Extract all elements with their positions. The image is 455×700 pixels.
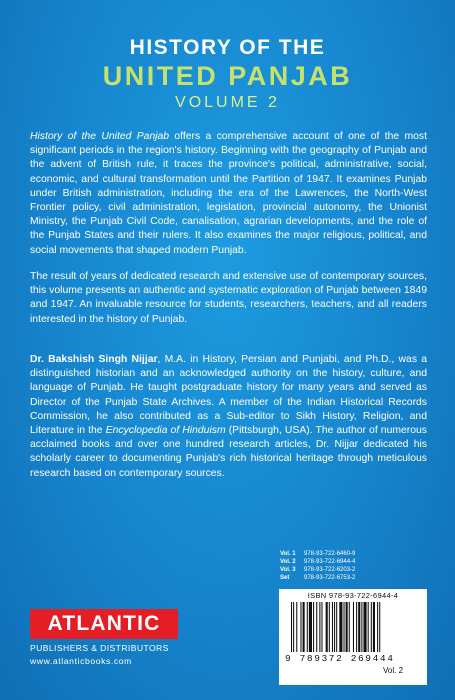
barcode-bar (313, 602, 314, 652)
title-line-1: HISTORY OF THE (129, 36, 326, 59)
isbn-list (280, 550, 430, 582)
isbn-row (280, 574, 430, 582)
author-bio (30, 353, 427, 481)
publisher-logo: ATLANTIC (30, 609, 178, 639)
volume-label: VOLUME 2 (175, 94, 280, 111)
barcode-bar (336, 602, 337, 652)
author-bio-text-2: (Pittsburgh, USA). The author of numerous acclaimed books and over one hundred research articles, Dr. Nijjar dedicated his scholarly career to documenting Punjab's rich historical heritage through meticulous research based on contemporary sources. (30, 425, 427, 479)
isbn-volume: Vol. 3 (280, 567, 296, 573)
barcode-bar (326, 602, 328, 652)
barcode-icon (291, 602, 415, 654)
barcode-bar (379, 602, 380, 652)
barcode-bar (319, 602, 320, 652)
blurb-text-2: The result of years of dedicated research and extensive use of contemporary sources, this volume presents an authentic and systematic exploration of Punjab between 1849 and 1947. An invaluable resource for students, researchers, teachers, and all readers interested in the history of Punjab. (30, 271, 427, 325)
isbn-row (280, 566, 430, 574)
blurb-paragraph-1 (30, 130, 427, 258)
barcode-bar (349, 602, 350, 652)
barcode-bar (353, 602, 354, 652)
barcode-bar (371, 602, 372, 652)
isbn-volume: Vol. 1 (280, 551, 296, 557)
barcode-bar (356, 602, 357, 652)
isbn-volume: Set (280, 575, 290, 581)
isbn-number: 978-93-722-6944-4 (304, 559, 356, 565)
barcode-bar (296, 602, 297, 652)
isbn-row (280, 550, 430, 558)
barcode-bar (334, 602, 335, 652)
barcode-bar (316, 602, 317, 652)
barcode-card (279, 589, 427, 685)
barcode-digits: 9 789372 269444 (285, 653, 395, 664)
author-bio-text-1: , M.A. in History, Persian and Punjabi, and Ph.D., was a distinguished historian and an acknowledged authority on the history, culture, and language of Punjab. He taught postgraduate history for many years and served as Director of the Punjab State Archives. A member of the Indian Historical Records Commission, he also contributed as a Sub-editor to Sikh History, Religion, and Literature in the (30, 354, 427, 437)
barcode-bar (361, 602, 362, 652)
barcode-bar (300, 602, 301, 652)
barcode-isbn-label: ISBN 978-93-722-6944-4 (307, 591, 399, 600)
publisher-tagline: PUBLISHERS & DISTRIBUTORS (30, 643, 169, 653)
title-line-2: UNITED PANJAB (102, 61, 353, 91)
blurb-text-1: offers a comprehensive account of one of the most significant periods in the region's history. Beginning with the geography of Punjab and the advent of British rule, it traces the province's political, administrative, social, economic, and cultural transformation until the Partition of 1947. It examines Punjab under British administration, including the era of the Lawrences, the North-West Frontier policy, civil administration, legislation, provincial autonomy, the Unionist Ministry, the Punjab Civil Code, canalisation, agrarian developments, and the role of the Punjab States and their rulers. It also examines the major religious, political, and social movements that shaped modern Punjab. (30, 131, 427, 256)
encyclopedia-title: Encyclopedia of Hinduism (105, 425, 226, 437)
barcode-bar (346, 602, 348, 652)
isbn-row (280, 558, 430, 566)
barcode-bar (363, 602, 366, 652)
barcode-bar (309, 602, 312, 652)
barcode-bar (303, 602, 305, 652)
isbn-number: 978-93-722-6203-2 (304, 567, 356, 573)
barcode-bar (358, 602, 360, 652)
barcode-bar (293, 602, 294, 652)
barcode-bar (377, 602, 378, 652)
barcode-volume: Vol. 2 (383, 666, 404, 675)
barcode-bar (344, 602, 345, 652)
barcode-bar (339, 602, 342, 652)
isbn-volume: Vol. 2 (280, 559, 296, 565)
barcode-bar (373, 602, 375, 652)
barcode-bar (307, 602, 308, 652)
barcode-bar (321, 602, 322, 652)
barcode-bar (291, 602, 292, 652)
isbn-number: 978-93-722-6460-9 (304, 551, 356, 557)
book-title (0, 36, 455, 113)
barcode-bar (368, 602, 369, 652)
publisher-website: www.atlanticbooks.com (30, 656, 132, 666)
barcode-bar (332, 602, 333, 652)
isbn-number: 978-93-722-6753-2 (304, 575, 356, 581)
blurb-paragraph-2 (30, 270, 427, 327)
blurb-book-title: History of the United Panjab (30, 131, 170, 142)
author-name: Dr. Bakshish Singh Nijjar (30, 354, 158, 365)
barcode-bar (329, 602, 330, 652)
